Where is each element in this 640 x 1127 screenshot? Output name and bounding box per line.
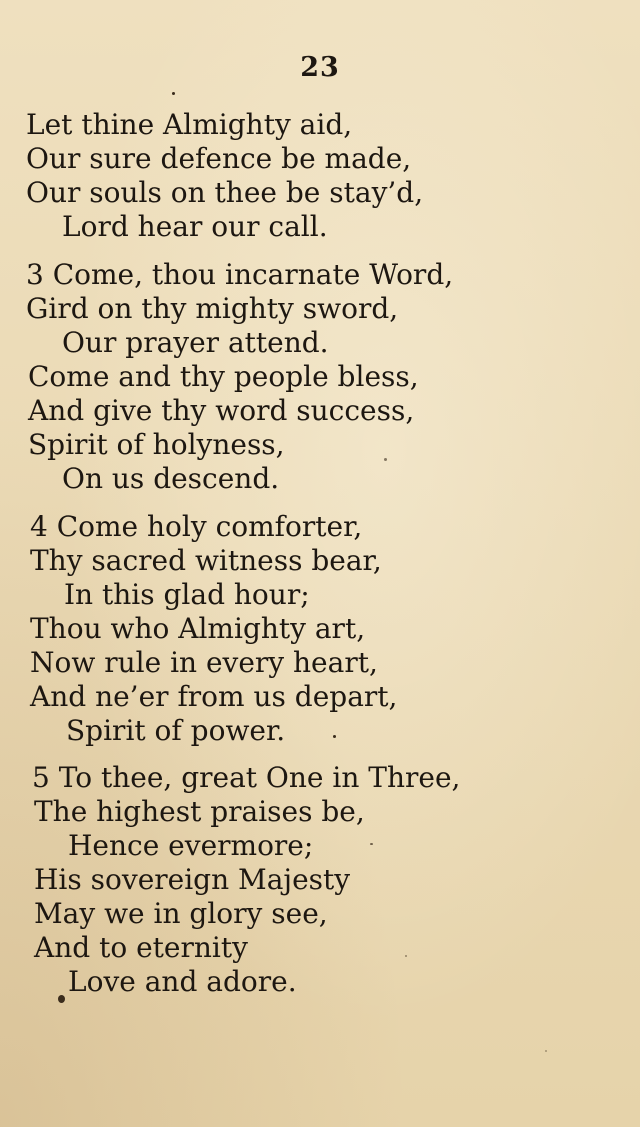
verse-line: 5 To thee, great One in Three, bbox=[32, 761, 461, 794]
verse-line: Our souls on thee be stay’d, bbox=[26, 176, 424, 209]
verse-line: Our sure defence be made, bbox=[26, 142, 412, 175]
verse-line: Thou who Almighty art, bbox=[30, 612, 366, 645]
verse-line: Spirit of holyness, bbox=[28, 428, 285, 461]
ink-speck bbox=[333, 735, 336, 738]
ink-speck bbox=[405, 955, 407, 957]
verse-line: On us descend. bbox=[62, 462, 280, 495]
verse-line: Our prayer attend. bbox=[62, 326, 329, 359]
verse-line: 3 Come, thou incarnate Word, bbox=[26, 258, 454, 291]
verse-line: And give thy word success, bbox=[28, 394, 415, 427]
verse-line: Lord hear our call. bbox=[62, 210, 328, 243]
verse-line: Spirit of power. bbox=[66, 714, 286, 747]
page-number: 23 bbox=[300, 52, 340, 83]
verse-line: Love and adore. bbox=[68, 965, 297, 998]
ink-speck bbox=[58, 995, 65, 1003]
verse-line: And to eternity bbox=[34, 931, 248, 964]
verse-line: And ne’er from us depart, bbox=[30, 680, 398, 713]
verse-line: Come and thy people bless, bbox=[28, 360, 419, 393]
verse-line: His sovereign Majesty bbox=[34, 863, 351, 896]
verse-line: 4 Come holy comforter, bbox=[30, 510, 363, 543]
verse-line: Hence evermore; bbox=[68, 829, 314, 862]
verse-line: Let thine Almighty aid, bbox=[26, 108, 353, 141]
verse-line: In this glad hour; bbox=[64, 578, 310, 611]
verse-line: Gird on thy mighty sword, bbox=[26, 292, 399, 325]
ink-speck bbox=[172, 92, 175, 95]
verse-line: May we in glory see, bbox=[34, 897, 328, 930]
ink-speck bbox=[384, 458, 387, 461]
verse-line: Now rule in every heart, bbox=[30, 646, 378, 679]
ink-speck bbox=[545, 1050, 547, 1052]
ink-speck bbox=[370, 843, 373, 845]
verse-line: The highest praises be, bbox=[34, 795, 365, 828]
verse-line: Thy sacred witness bear, bbox=[30, 544, 382, 577]
